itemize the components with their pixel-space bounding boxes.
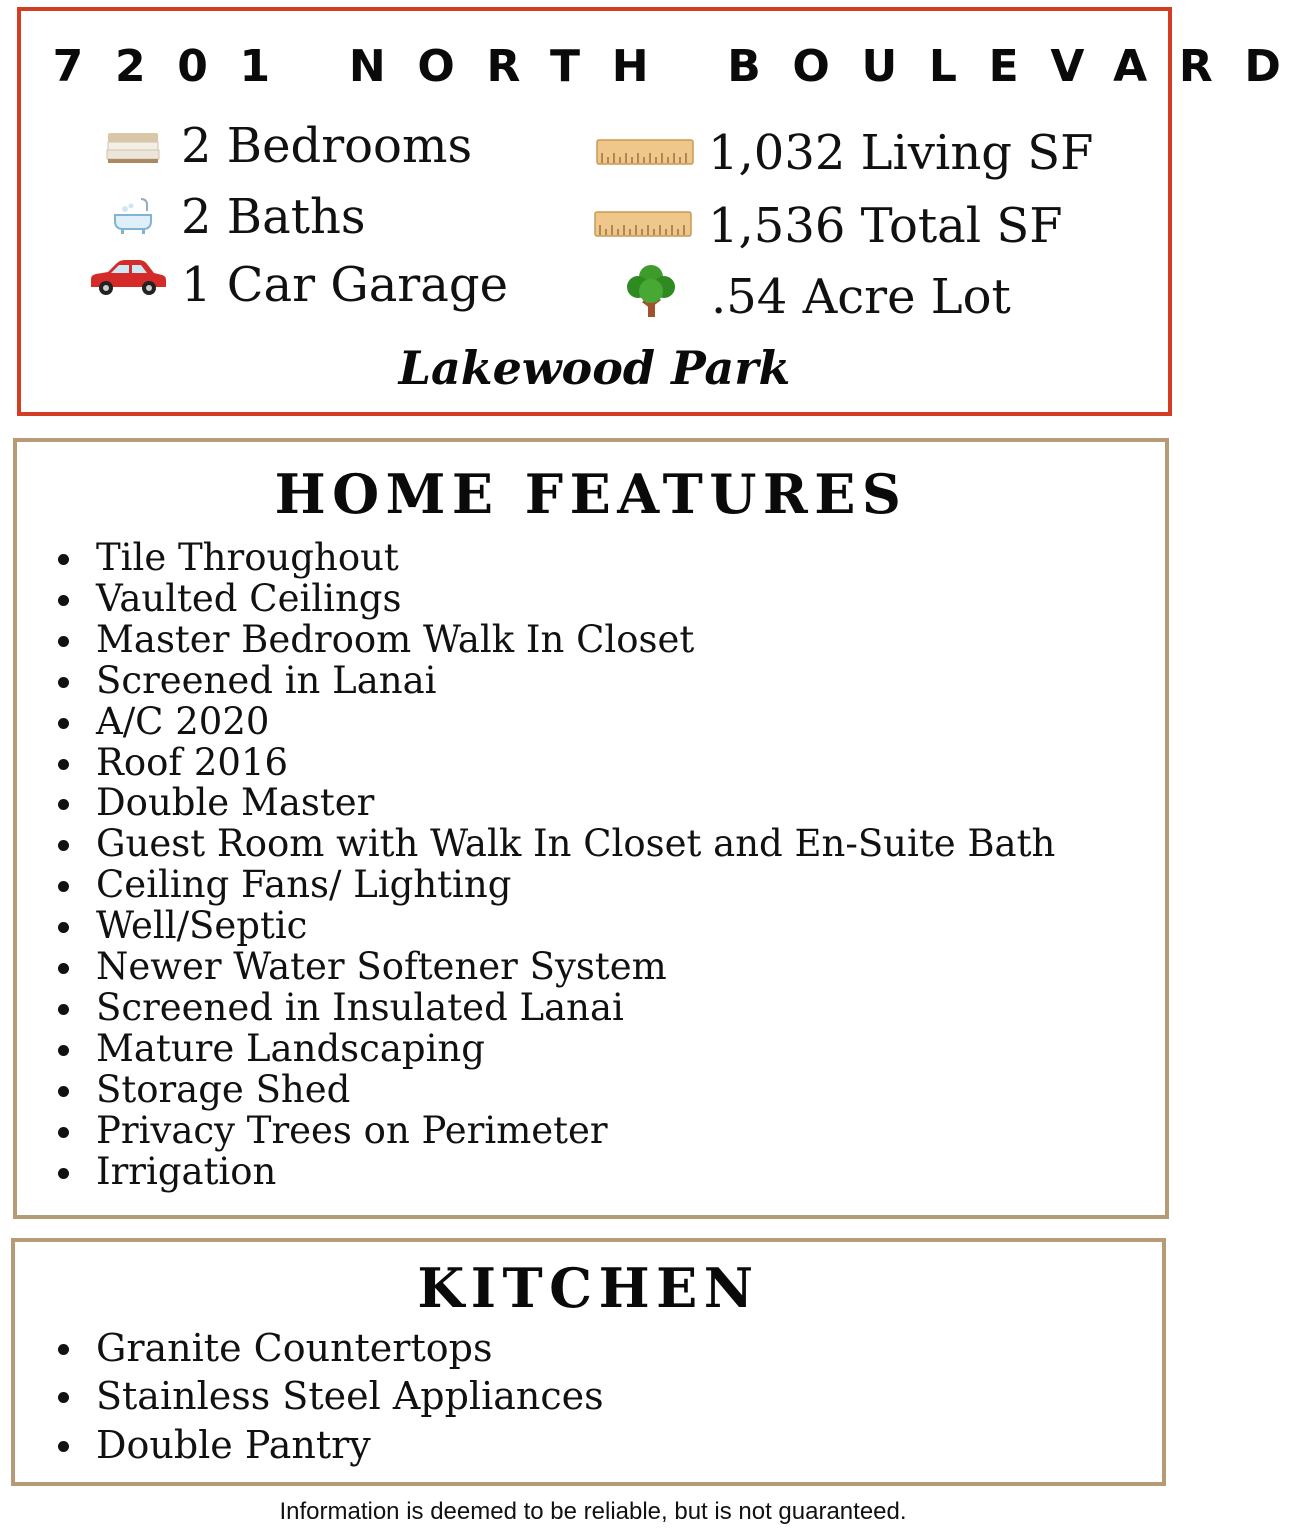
home-features-title: HOME FEATURES — [274, 462, 908, 526]
bed-icon — [105, 131, 161, 167]
list-item: Well/Septic — [50, 906, 1055, 947]
baths-stat: 2 Baths — [181, 189, 366, 245]
ruler-icon — [594, 211, 692, 237]
list-item: Irrigation — [50, 1152, 1055, 1193]
kitchen-title: KITCHEN — [417, 1256, 760, 1320]
living-sf-stat: 1,032 Living SF — [708, 125, 1094, 181]
list-item: Master Bedroom Walk In Closet — [50, 620, 1055, 661]
list-item: Granite Countertops — [50, 1324, 604, 1372]
list-item: Double Pantry — [50, 1421, 604, 1469]
list-item: Guest Room with Walk In Closet and En-Suite Bath — [50, 824, 1055, 865]
home-features-list — [50, 538, 1055, 1193]
kitchen-list — [50, 1324, 604, 1469]
home-features-box — [13, 438, 1169, 1219]
kitchen-box — [11, 1238, 1166, 1486]
neighborhood-name: Lakewood Park — [398, 341, 791, 395]
total-sf-stat: 1,536 Total SF — [708, 198, 1063, 254]
list-item: Tile Throughout — [50, 538, 1055, 579]
list-item: Vaulted Ceilings — [50, 579, 1055, 620]
list-item: Stainless Steel Appliances — [50, 1372, 604, 1420]
lot-size-stat: .54 Acre Lot — [711, 269, 1011, 325]
car-icon — [87, 257, 169, 299]
list-item: Mature Landscaping — [50, 1029, 1055, 1070]
list-item: Screened in Lanai — [50, 661, 1055, 702]
bedrooms-stat: 2 Bedrooms — [181, 118, 473, 174]
list-item: Roof 2016 — [50, 743, 1055, 784]
garage-stat: 1 Car Garage — [181, 257, 508, 313]
property-summary-box — [17, 7, 1313, 416]
property-address: 7201 NORTH BOULEVARD — [52, 41, 1313, 92]
bathtub-icon — [111, 195, 155, 237]
list-item: Ceiling Fans/ Lighting — [50, 865, 1055, 906]
tree-icon — [623, 263, 679, 321]
list-item: Screened in Insulated Lanai — [50, 988, 1055, 1029]
list-item: Storage Shed — [50, 1070, 1055, 1111]
disclaimer-text: Information is deemed to be reliable, but is not guaranteed. — [279, 1498, 907, 1525]
list-item: Privacy Trees on Perimeter — [50, 1111, 1055, 1152]
list-item: Double Master — [50, 783, 1055, 824]
ruler-icon — [596, 139, 694, 165]
list-item: Newer Water Softener System — [50, 947, 1055, 988]
list-item: A/C 2020 — [50, 702, 1055, 743]
